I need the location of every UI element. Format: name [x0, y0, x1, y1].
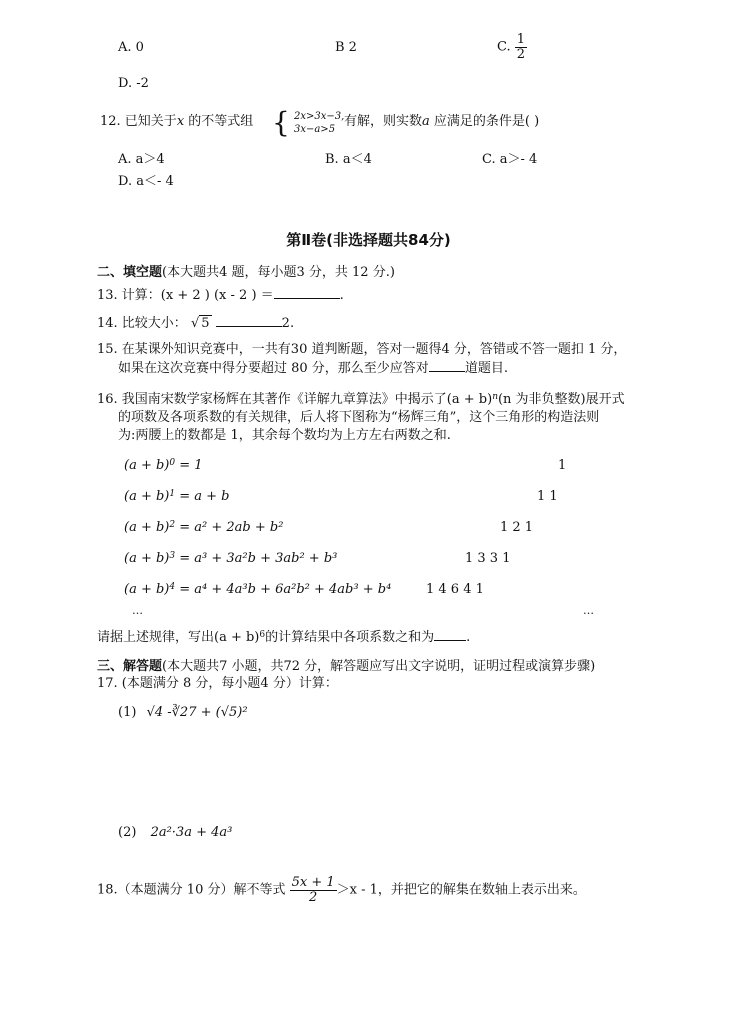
row-rhs: = a³ + 3a²b + 3ab² + b³ [179, 551, 338, 566]
q11-option-b: B 2 [335, 40, 357, 55]
q14-prefix: 14. 比较大小： [97, 316, 187, 331]
q12-option-d: D. a＜- 4 [118, 174, 174, 189]
fraction-numerator: 5x + 1 [291, 875, 335, 890]
q18-prefix: 18.（本题满分 10 分）解不等式 [97, 882, 286, 898]
q17-sub-2-expression: 2a²·3a + 4a³ [150, 825, 233, 840]
part-2-heading-bold: 二、填空题 [97, 265, 163, 280]
q16-line-3: 为:两腰上的数都是 1，其余每个数均为上方左右两数之和. [118, 428, 451, 443]
pascal-row-coefficients: 1 3 3 1 [465, 551, 511, 566]
row-rhs: = a + b [179, 489, 230, 504]
row-rhs: = a⁴ + 4a³b + 6a²b² + 4ab³ + b⁴ [179, 582, 392, 597]
q15-line-2-b: 道题目. [464, 361, 508, 376]
system-line-1: 2x>3x−3, [293, 110, 345, 122]
q13 [97, 286, 344, 304]
section-2-title: 第Ⅱ卷(非选择题共84分) [286, 231, 451, 249]
q12-option-c: C. a＞- 4 [482, 152, 538, 167]
q17-sub-1-label: (1) [118, 705, 137, 720]
fraction-numerator: 1 [516, 32, 526, 47]
sqrt-icon: √ [190, 316, 200, 331]
row-rhs: = 1 [179, 458, 203, 473]
q16-ask-sup: 6 [259, 629, 266, 640]
q18-suffix: ＞x - 1，并把它的解集在数轴上表示出来。 [336, 882, 586, 898]
row-exponent: 1 [169, 488, 176, 499]
row-base: (a + b) [124, 520, 170, 535]
q14-answer-blank [216, 314, 282, 327]
q16-line-1-a: 16. 我国南宋数学家杨辉在其著作《详解九章算法》中揭示了(a + b) [97, 392, 493, 407]
pascal-row-expansion [124, 489, 230, 505]
q12-var-x: x [176, 114, 185, 129]
q13-end: . [339, 288, 344, 303]
pascal-row-expansion [124, 582, 391, 598]
q16-ask-a: 请据上述规律，写出(a + b) [97, 630, 260, 645]
q17-sub-2-label: (2) [118, 825, 137, 840]
q15-answer-blank [429, 359, 465, 372]
part-2-heading [97, 265, 395, 281]
pascal-dots-left: … [132, 604, 143, 617]
row-exponent: 3 [169, 550, 176, 561]
q12-prefix: 12. 已知关于 [100, 114, 177, 129]
q16-line-1 [97, 392, 625, 408]
q11-option-c-fraction [515, 33, 527, 61]
q16-answer-blank [434, 628, 466, 641]
q11-option-a: A. 0 [118, 40, 144, 55]
pascal-dots-right: … [583, 604, 594, 617]
q16-line-2: 的项数及各项系数的有关规律，后人将下图称为“杨辉三角”，这个三角形的构造法则 [118, 410, 600, 425]
q18-fraction [290, 876, 337, 904]
q17-sub-1 [118, 705, 248, 721]
q16-line-1-b: (n 为非负整数)展开式 [497, 392, 625, 407]
row-rhs: = a² + 2ab + b² [179, 520, 284, 535]
q14 [97, 314, 294, 332]
row-base: (a + b) [124, 582, 170, 597]
part-3-heading [97, 659, 595, 675]
q16-line-1-sup: n [492, 391, 498, 402]
q12-option-b: B. a＜4 [325, 152, 372, 167]
row-base: (a + b) [124, 551, 170, 566]
q15-line-2-a: 如果在这次竞赛中得分要超过 80 分，那么至少应答对 [118, 361, 429, 376]
q17-sub-1-expression: √4 -∛27 + (√5)² [146, 705, 248, 720]
pascal-row-coefficients: 1 4 6 4 1 [426, 582, 484, 597]
row-base: (a + b) [124, 458, 170, 473]
q14-end: 2. [281, 316, 295, 331]
row-exponent: 4 [169, 581, 176, 592]
q11-option-c [497, 33, 527, 61]
part-3-heading-rest: (本大题共7 小题，共72 分，解答题应写出文字说明，证明过程或演算步骤) [162, 659, 596, 674]
q11-option-c-prefix: C. [497, 39, 511, 55]
part-3-heading-bold: 三、解答题 [97, 659, 163, 674]
q17-sub-2 [118, 825, 232, 841]
q12-var-a: a [422, 114, 430, 129]
system-line-2: 3x−a>5 [293, 123, 336, 135]
q13-answer-blank [274, 286, 340, 299]
q16-ask-b: 的计算结果中各项系数之和为 [265, 630, 435, 645]
q12-inequality-system [272, 106, 344, 140]
q14-radicand: 5 [201, 316, 210, 331]
q12-option-a: A. a＞4 [118, 152, 165, 167]
q16-ask-end: . [466, 630, 471, 645]
part-2-heading-rest: (本大题共4 题，每小题3 分，共 12 分.) [162, 265, 395, 280]
pascal-row-coefficients: 1 2 1 [500, 520, 534, 535]
pascal-row-coefficients: 1 1 [537, 489, 558, 504]
pascal-row-expansion [124, 458, 203, 474]
q12-stem-end [344, 114, 539, 130]
pascal-row-expansion [124, 520, 283, 536]
q13-text: 13. 计算：(x + 2 ) (x - 2 ) ＝ [97, 288, 274, 303]
q12-suffix-a: 有解，则实数 [344, 114, 423, 129]
fraction-denominator: 2 [309, 889, 318, 905]
q15-line-2 [118, 359, 508, 377]
pascal-row-coefficients: 1 [558, 458, 567, 473]
pascal-row-expansion [124, 551, 337, 567]
q15-line-1: 15. 在某课外知识竞赛中，一共有30 道判断题，答对一题得4 分，答错或不答一题扣 1 分， [97, 342, 627, 357]
row-exponent: 2 [169, 519, 176, 530]
q12-stem [100, 114, 253, 130]
q18 [97, 876, 586, 904]
brace-symbol: { [272, 106, 290, 139]
q11-option-d: D. -2 [118, 76, 149, 91]
q12-suffix-b: 应满足的条件是( ) [433, 114, 540, 129]
q12-mid: 的不等式组 [188, 114, 254, 129]
system-lines [294, 110, 344, 136]
row-base: (a + b) [124, 489, 170, 504]
q16-question [97, 628, 470, 646]
fraction-denominator: 2 [516, 46, 526, 62]
q17-header: 17. (本题满分 8 分，每小题4 分）计算： [97, 676, 338, 691]
row-exponent: 0 [169, 457, 176, 468]
